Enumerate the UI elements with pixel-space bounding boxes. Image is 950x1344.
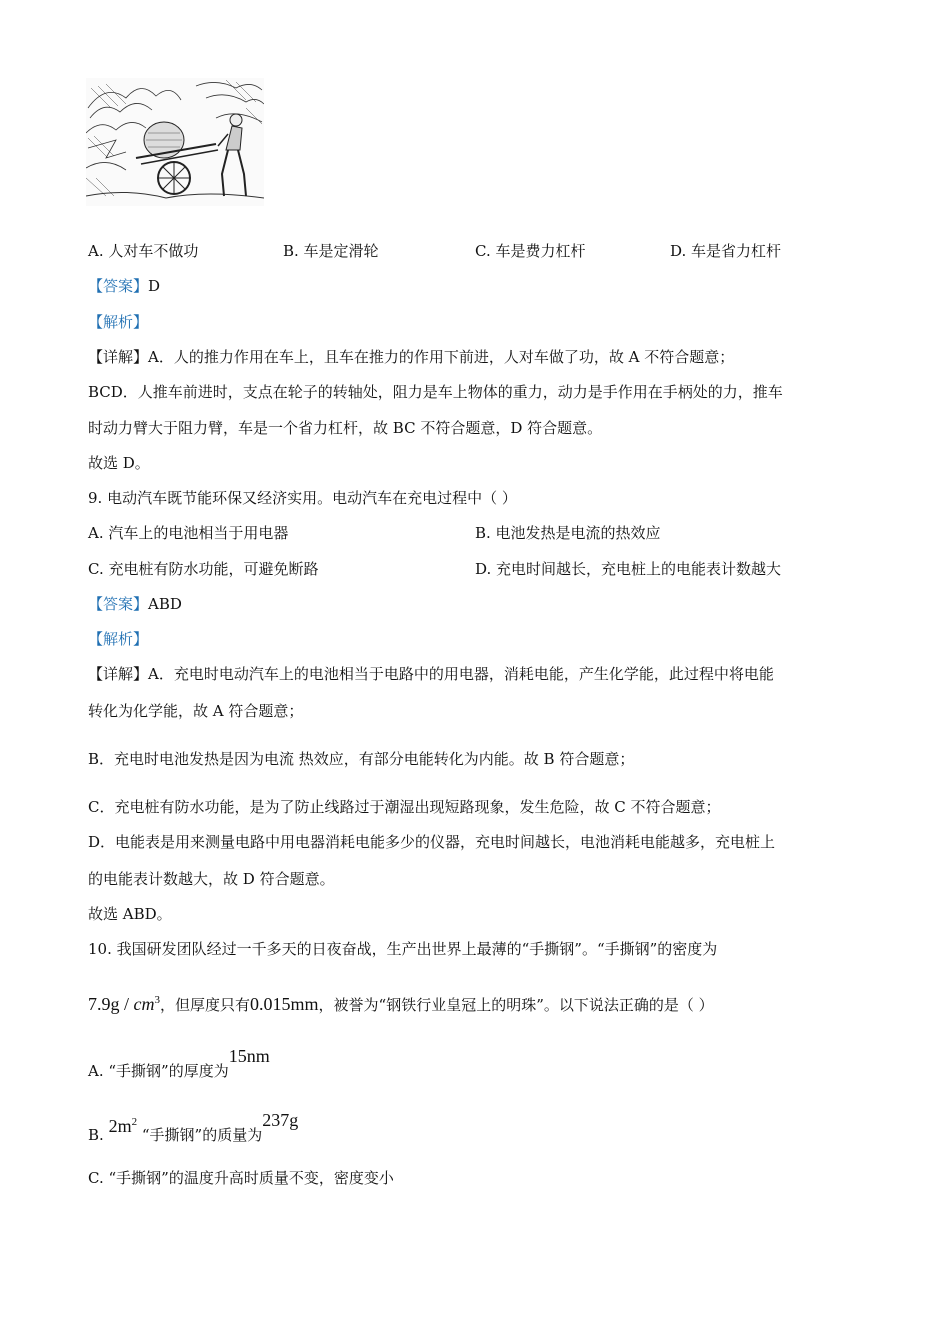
wheelbarrow-illustration <box>86 78 264 206</box>
q9-option-b: B. 电池发热是电流的热效应 <box>475 524 661 542</box>
density-formula: $7.9g / cm^3$ <box>88 994 161 1014</box>
q8-option-a: A. 人对车不做功 <box>88 242 199 260</box>
q8-detail-line-3: 时动力臂大于阻力臂，车是一个省力杠杆，故 BC 不符合题意，D 符合题意。 <box>88 419 603 437</box>
q8-answer <box>88 276 160 296</box>
answer-value: ABD <box>148 595 182 613</box>
answer-tag: 【答案】 <box>88 595 149 613</box>
q8-detail-line-2: BCD．人推车前进时，支点在轮子的转轴处，阻力是车上物体的重力，动力是手作用在手柄处的力，推车 <box>88 383 783 401</box>
q9-stem: 9. 电动汽车既节能环保又经济实用。电动汽车在充电过程中（ ） <box>88 489 517 507</box>
q9-option-c: C. 充电桩有防水功能，可避免断路 <box>88 560 319 578</box>
mass-value: 237g <box>262 1110 299 1130</box>
thickness-value: 0.015mm <box>250 994 319 1014</box>
q9-conclusion: 故选 ABD。 <box>88 905 172 923</box>
q10-stem-line-2 <box>88 988 714 1017</box>
q8-conclusion: 故选 D。 <box>88 454 150 472</box>
q8-detail-line-1: 【详解】A．人的推力作用在车上，且车在推力的作用下前进，人对车做了功，故 A 不符合题意； <box>88 348 735 366</box>
q8-option-b: B. 车是定滑轮 <box>283 242 379 260</box>
q8-analysis-tag: 【解析】 <box>88 313 149 331</box>
q9-detail-b: B．充电时电池发热是因为电流 热效应，有部分电能转化为内能。故 B 符合题意； <box>88 750 635 768</box>
stem-text-2: ，被誉为“钢铁行业皇冠上的明珠”。以下说法正确的是（ ） <box>318 996 714 1014</box>
q8-option-c: C. 车是费力杠杆 <box>475 242 586 260</box>
q9-detail-c: C．充电桩有防水功能，是为了防止线路过于潮湿出现短路现象，发生危险，故 C 不符合题意； <box>88 798 721 816</box>
q9-option-d: D. 充电时间越长，充电桩上的电能表计数越大 <box>475 560 782 578</box>
q9-detail-line-1: 【详解】A．充电时电动汽车上的电池相当于电路中的用电器，消耗电能，产生化学能，此过程中将电能 <box>88 665 774 683</box>
q8-option-d: D. 车是省力杠杆 <box>670 242 782 260</box>
q10-option-a: A. “手撕钢”的厚度为15nm <box>88 1046 270 1080</box>
q9-detail-line-2: 转化为化学能，故 A 符合题意； <box>88 702 304 720</box>
q9-detail-d-line-2: 的电能表计数越大，故 D 符合题意。 <box>88 870 335 888</box>
answer-tag: 【答案】 <box>88 277 149 295</box>
q10-option-b: B. $2m^2$ “手撕钢”的质量为237g <box>88 1110 299 1144</box>
q9-option-a: A. 汽车上的电池相当于用电器 <box>88 524 289 542</box>
answer-value: D <box>148 277 161 295</box>
q9-answer <box>88 594 182 614</box>
q9-detail-d-line-1: D．电能表是用来测量电路中用电器消耗电能多少的仪器，充电时间越长，电池消耗电能越多，充电桩上 <box>88 833 776 851</box>
thickness-15nm: 15nm <box>228 1046 270 1066</box>
area-value: $2m^2$ <box>108 1116 138 1136</box>
q10-stem-line-1: 10. 我国研发团队经过一千多天的日夜奋战，生产出世界上最薄的“手撕钢”。“手撕钢”的密度为 <box>88 940 718 958</box>
q10-option-c: C. “手撕钢”的温度升高时质量不变，密度变小 <box>88 1169 394 1187</box>
q9-analysis-tag: 【解析】 <box>88 630 149 648</box>
stem-text-1: ，但厚度只有 <box>160 996 251 1014</box>
